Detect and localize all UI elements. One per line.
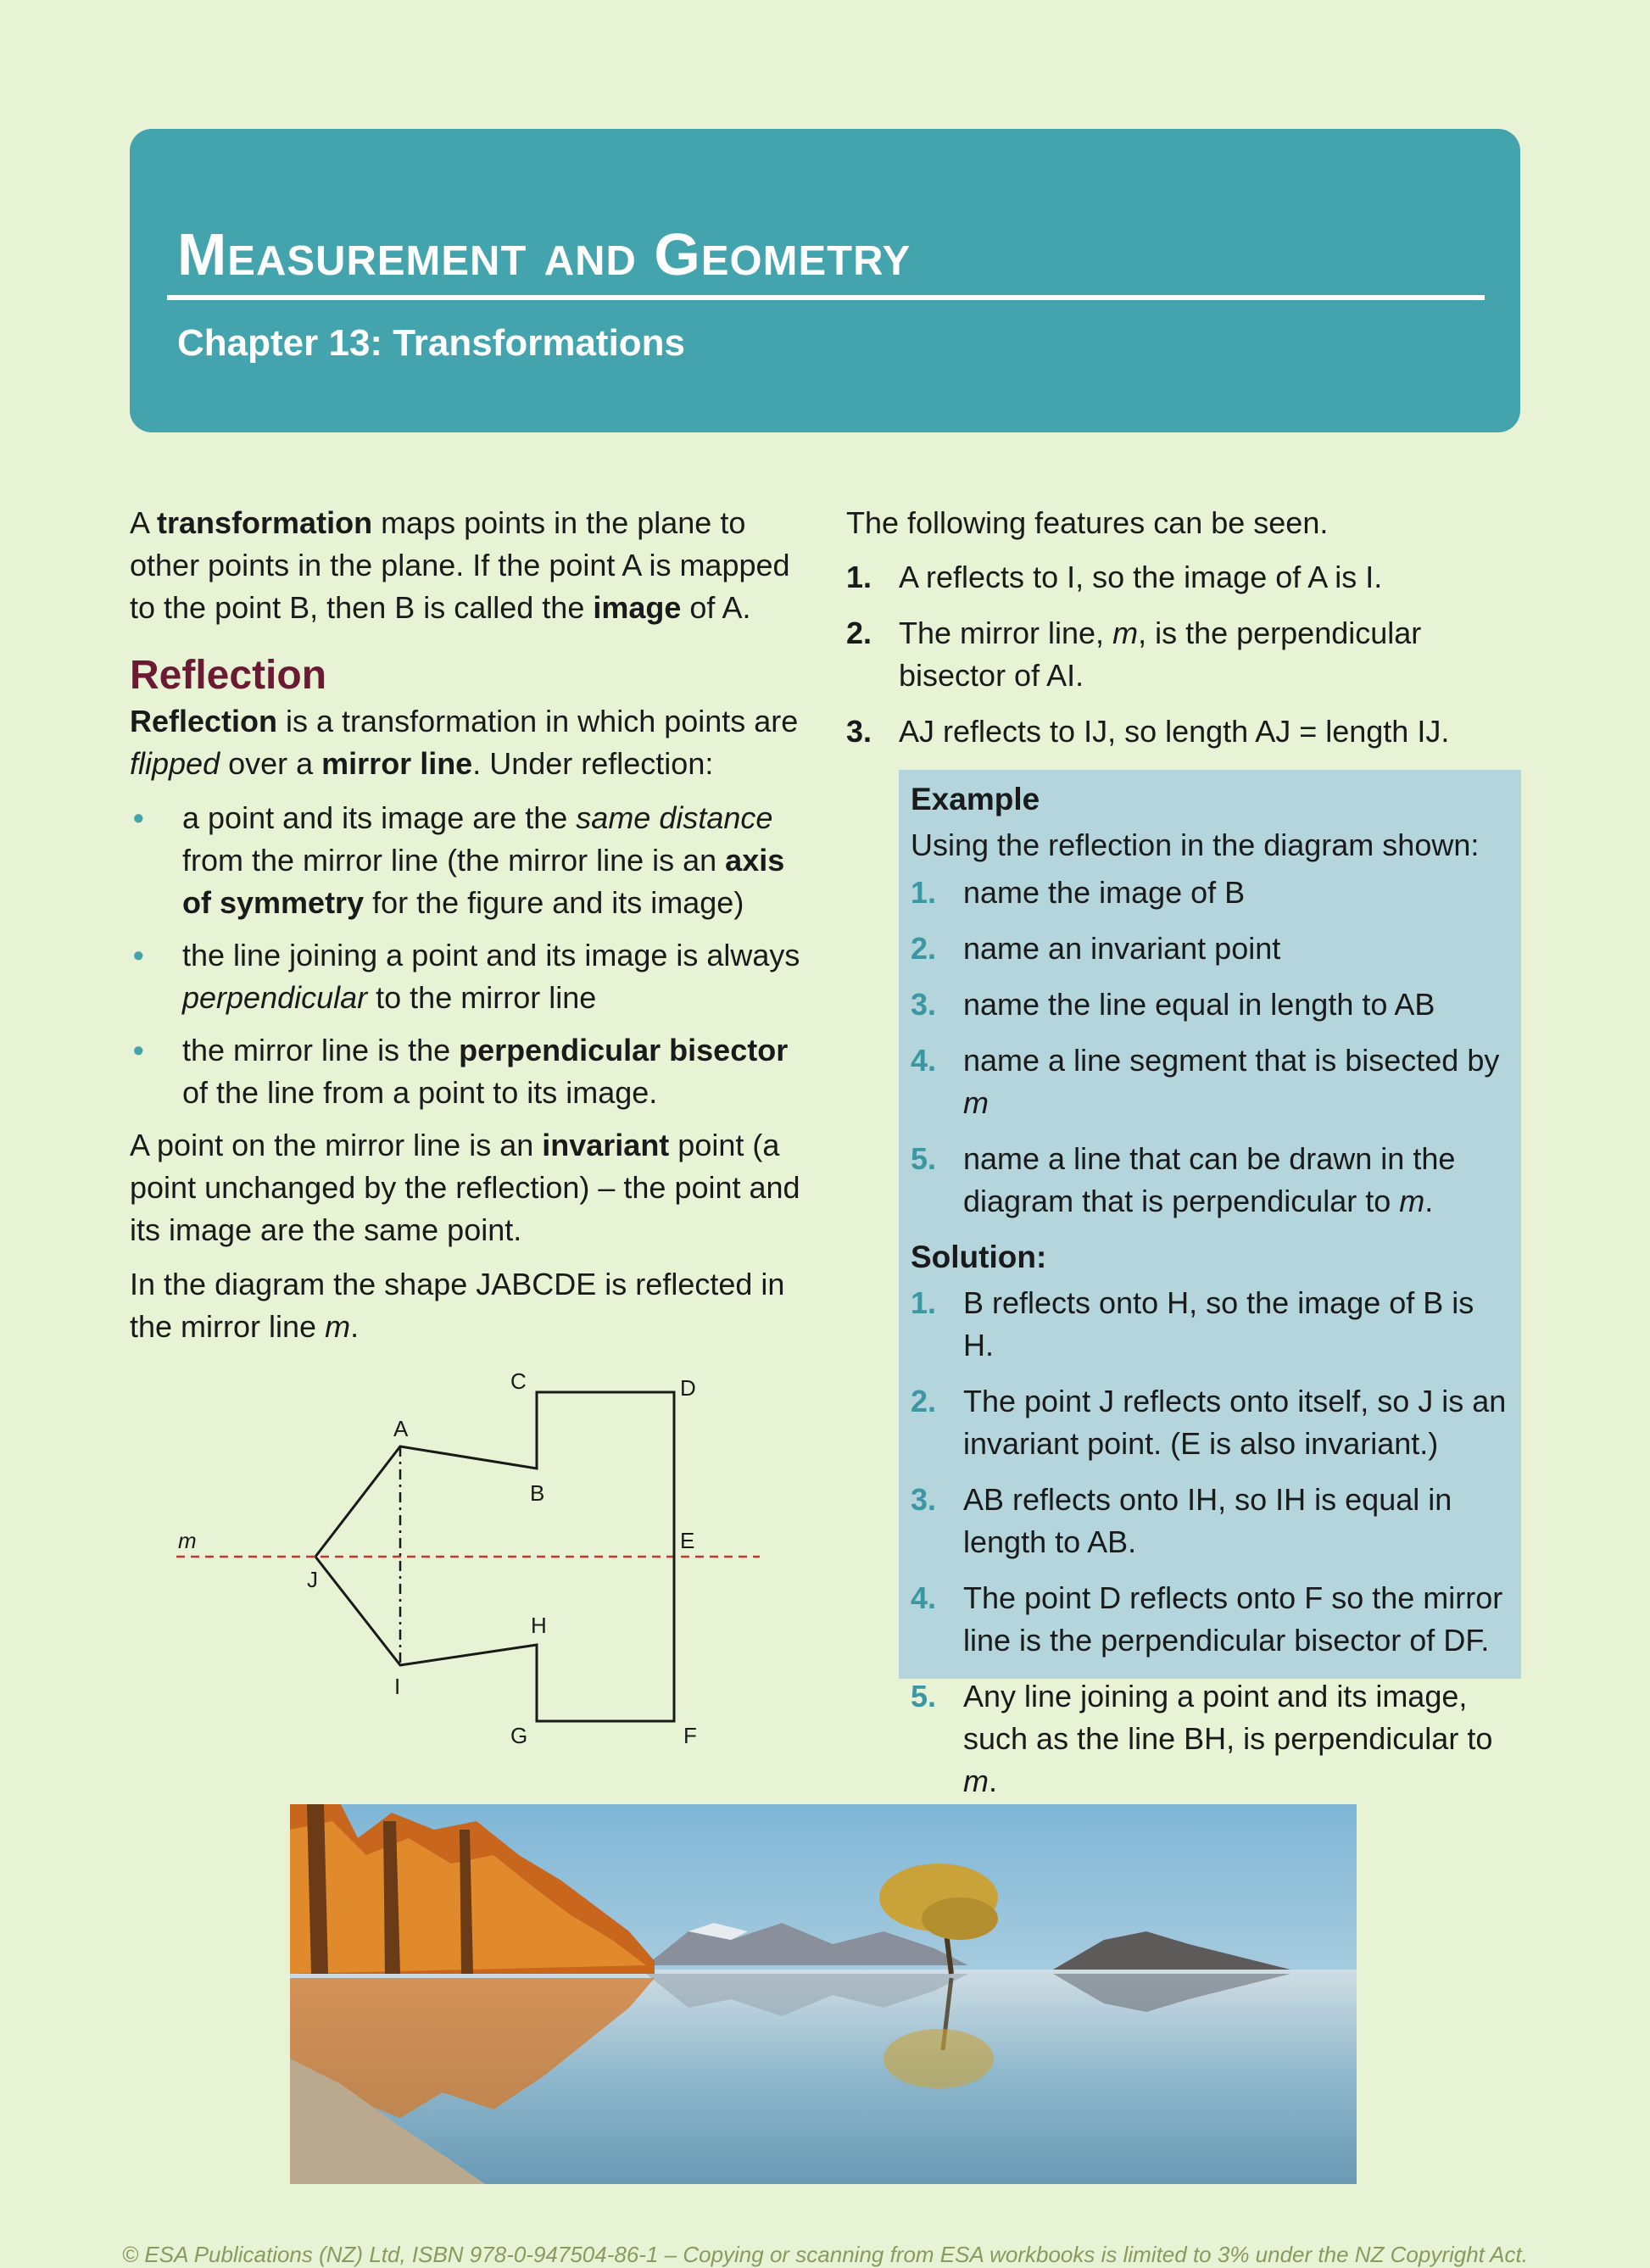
list-item: 4. The point D reflects onto F so the mirror line is the perpendicular bisector of DF. xyxy=(911,1580,1503,1658)
label-m: m xyxy=(178,1528,197,1553)
label-e: E xyxy=(680,1528,695,1553)
reflection-diagram xyxy=(161,1365,772,1764)
list-item: 2. The point J reflects onto itself, so J is an invariant point. (E is also invariant.) xyxy=(911,1384,1507,1461)
bullet-icon: • xyxy=(133,800,144,835)
list-item: 1. name the image of B xyxy=(911,875,1246,910)
chapter-header xyxy=(130,129,1520,432)
diagram-intro-paragraph: In the diagram the shape JABCDE is reflected in the mirror line m. xyxy=(130,1267,785,1344)
left-column xyxy=(130,502,808,1360)
intro-paragraph: A transformation maps points in the plane to other points in the plane. If the point A is mapped to the point B, then B is called the image of A. xyxy=(130,505,790,625)
label-g: G xyxy=(510,1723,528,1748)
features-list xyxy=(846,556,1525,753)
shape-jabcde xyxy=(315,1392,674,1557)
header-divider xyxy=(167,295,1485,300)
section-title-reflection: Reflection xyxy=(130,653,327,698)
list-item: 2. The mirror line, m, is the perpendicular bisector of AI. xyxy=(846,616,1422,693)
bullet-icon: • xyxy=(133,938,144,972)
strand-title: Measurement and Geometry xyxy=(177,221,911,287)
label-j: J xyxy=(307,1567,318,1592)
lake-photo xyxy=(290,1804,1357,2184)
list-item: • the mirror line is the perpendicular bisector of the line from a point to its image. xyxy=(130,1029,808,1114)
label-h: H xyxy=(531,1613,547,1638)
example-box xyxy=(899,770,1521,1798)
label-c: C xyxy=(510,1368,527,1394)
bullet-icon: • xyxy=(133,1033,144,1067)
label-i: I xyxy=(394,1674,401,1699)
invariant-paragraph: A point on the mirror line is an invariant point (a point unchanged by the reflection) – the point and its image are the same point. xyxy=(130,1128,800,1247)
reflection-properties-list xyxy=(130,797,808,1114)
list-item: • a point and its image are the same distance from the mirror line (the mirror line is an axis of symmetry for the figure and its image) xyxy=(130,797,808,924)
example-intro: Using the reflection in the diagram shown: xyxy=(911,828,1480,862)
list-item: 3. name the line equal in length to AB xyxy=(911,987,1435,1022)
features-intro: The following features can be seen. xyxy=(846,505,1329,540)
right-column xyxy=(846,502,1525,766)
example-title: Example xyxy=(911,782,1040,816)
list-item: 1. A reflects to I, so the image of A is I. xyxy=(846,560,1383,594)
list-item: 2. name an invariant point xyxy=(911,931,1281,966)
label-d: D xyxy=(680,1375,696,1401)
list-item: 3. AJ reflects to IJ, so length AJ = length IJ. xyxy=(846,714,1450,749)
solution-title: Solution: xyxy=(911,1240,1047,1274)
list-item: 4. name a line segment that is bisected by m xyxy=(911,1043,1500,1120)
copyright-footer: © ESA Publications (NZ) Ltd, ISBN 978-0-947504-86-1 – Copying or scanning from ESA workbooks is limited to 3% under the NZ Copyright Act. xyxy=(122,2242,1528,2267)
example-questions xyxy=(911,872,1508,1223)
label-b: B xyxy=(530,1480,545,1506)
list-item: • the line joining a point and its image is always perpendicular to the mirror line xyxy=(130,934,808,1019)
shape-reflected xyxy=(315,1557,674,1721)
label-f: F xyxy=(683,1723,697,1748)
example-solutions xyxy=(911,1282,1508,1803)
label-a: A xyxy=(393,1416,409,1441)
list-item: 5. Any line joining a point and its image, such as the line BH, is perpendicular to m. xyxy=(911,1679,1493,1798)
list-item: 3. AB reflects onto IH, so IH is equal in length to AB. xyxy=(911,1482,1452,1559)
list-item: 5. name a line that can be drawn in the diagram that is perpendicular to m. xyxy=(911,1141,1456,1218)
reflection-definition: Reflection is a transformation in which points are flipped over a mirror line. Under reflection: xyxy=(130,704,799,781)
list-item: 1. B reflects onto H, so the image of B is H. xyxy=(911,1285,1474,1362)
chapter-title: Chapter 13: Transformations xyxy=(177,322,686,364)
